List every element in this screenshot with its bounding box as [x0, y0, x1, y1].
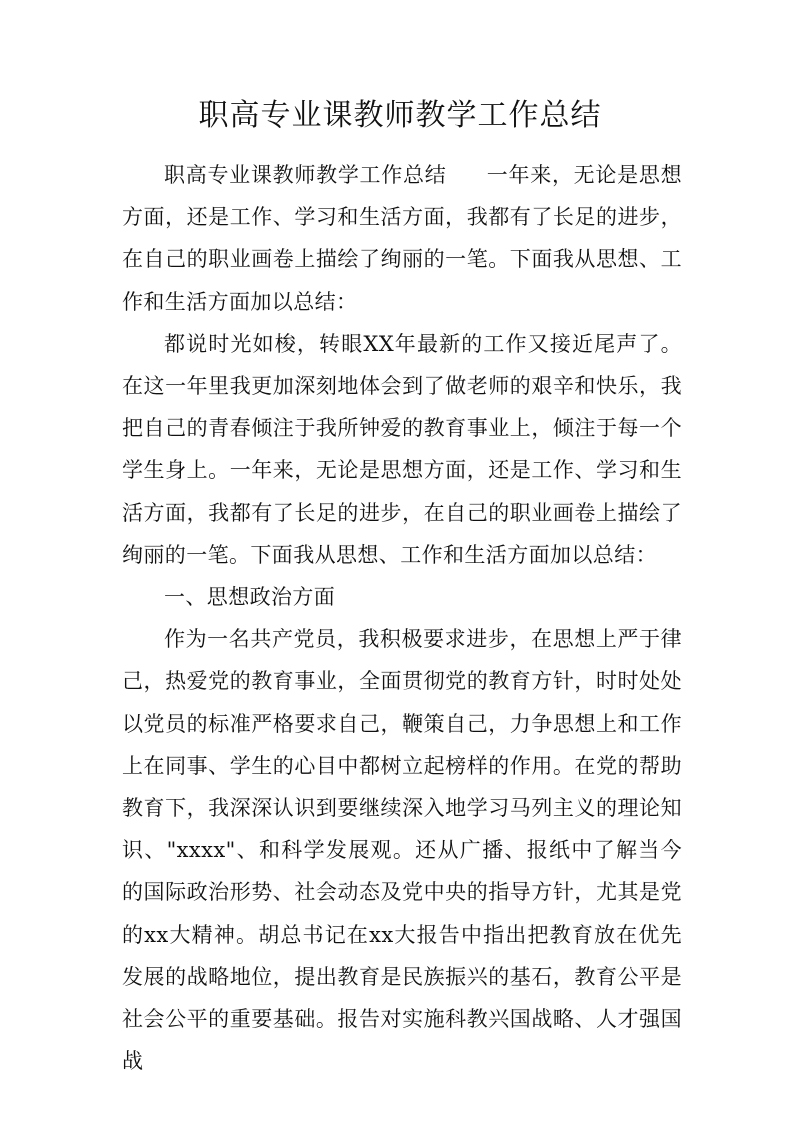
intro-text: 一年来，无论是思想方面，还是工作、学习和生活方面，我都有了长足的进步，在自己的职业画卷上描绘了绚丽的一笔。下面我从思想、工作和生活方面加以总结：	[122, 163, 682, 314]
paragraph-time: 都说时光如梭，转眼XX年最新的工作又接近尾声了。在这一年里我更加深刻地体会到了做老师的艰辛和快乐，我把自己的青春倾注于我所钟爱的教育事业上，倾注于每一个学生身上。一年来，无论是思想方面，还是工作、学习和生活方面，我都有了长足的进步，在自己的职业画卷上描绘了绚丽的一笔。下面我从思想、工作和生活方面加以总结：	[122, 331, 682, 567]
document-body	[122, 154, 682, 1082]
document-title: 职高专业课教师教学工作总结	[198, 98, 602, 133]
paragraph-politics: 作为一名共产党员，我积极要求进步，在思想上严于律己，热爱党的教育事业，全面贯彻党的教育方针，时时处处以党员的标准严格要求自己，鞭策自己，力争思想上和工作上在同事、学生的心目中都树立起榜样的作用。在党的帮助教育下，我深深认识到要继续深入地学习马列主义的理论知识、"xxxx"、和科学发展观。还从广播、报纸中了解当今的国际政治形势、社会动态及党中央的指导方针，尤其是党的xx大精神。胡总书记在xx大报告中指出把教育放在优先发展的战略地位，提出教育是民族振兴的基石，教育公平是社会公平的重要基础。报告对实施科教兴国战略、人才强国战	[122, 627, 682, 1074]
section-heading-politics: 一、思想政治方面	[164, 585, 336, 610]
intro-paragraph	[122, 154, 682, 323]
intro-inline-heading: 职高专业课教师教学工作总结	[164, 163, 447, 187]
